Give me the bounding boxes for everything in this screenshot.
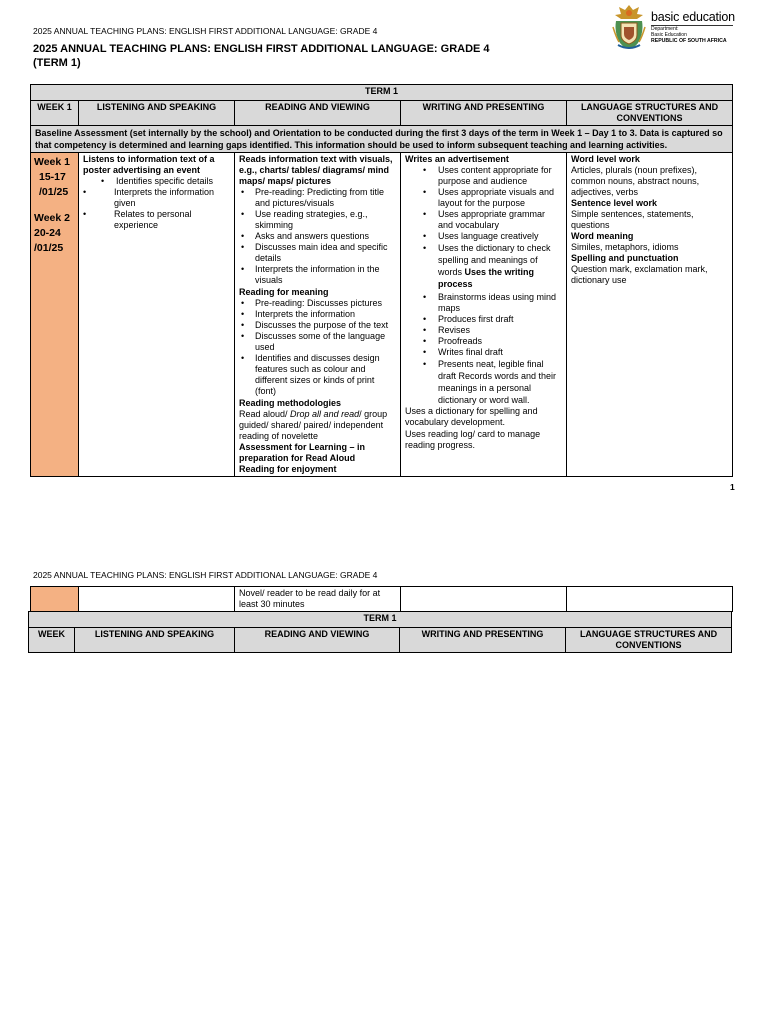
list-item: • Produces first draft [405,314,562,325]
continued-table-fragment [30,586,733,612]
list-item: • Interprets the information given [83,187,230,209]
week-2-dates: 20-24 [34,227,61,239]
header-week: WEEK [29,628,75,653]
page-number: 1 [730,482,735,492]
listening-heading: Listens to information text of a poster advertising an event [83,154,215,175]
reading-list-1 [239,187,396,286]
spelling-punctuation-heading: Spelling and punctuation [571,253,679,263]
list-item: • Presents neat, legible final draft Records words and their meanings in a personal dictionary or word wall. [405,358,562,406]
novel-reading-note: Novel/ reader to be read daily for at least 30 minutes [235,587,401,612]
page-title-line-1: 2025 ANNUAL TEACHING PLANS: ENGLISH FIRST ADDITIONAL LANGUAGE: GRADE 4 [33,43,490,55]
writing-presenting-cell [401,153,567,477]
running-header-page-2: 2025 ANNUAL TEACHING PLANS: ENGLISH FIRST ADDITIONAL LANGUAGE: GRADE 4 [33,570,378,580]
list-item: • Uses language creatively [405,231,562,242]
reading-list-2 [239,298,396,397]
language-cell-continued [567,587,733,612]
list-item: • Brainstorms ideas using mind maps [405,292,562,314]
header-reading-viewing: READING AND VIEWING [235,628,400,653]
list-item: • Discusses the purpose of the text [239,320,396,331]
list-item: • Relates to personal experience [83,209,230,231]
list-item: • Interprets the information in the visuals [239,264,396,286]
term-row-page-2 [29,612,732,628]
reading-for-enjoyment: Reading for enjoyment [239,464,337,474]
logo-main-text: basic education [651,10,735,24]
baseline-row [31,126,733,153]
week-1-dates: 15-17 [39,171,66,183]
list-item: • Asks and answers questions [239,231,396,242]
header-language-structures: LANGUAGE STRUCTURES AND CONVENTIONS [567,101,733,126]
list-item: • Uses the dictionary to check spelling and meanings of words Uses the writing process [405,242,562,290]
running-header: 2025 ANNUAL TEACHING PLANS: ENGLISH FIRST ADDITIONAL LANGUAGE: GRADE 4 [33,26,378,36]
word-meaning-heading: Word meaning [571,231,634,241]
language-structures-cell [567,153,733,477]
list-item: • Revises [405,325,562,336]
spelling-punctuation-text: Question mark, exclamation mark, dictionary use [571,264,708,285]
weeks-1-2-row [31,153,733,477]
page-title-line-2: (TERM 1) [33,57,81,69]
list-item: • Writes final draft [405,347,562,358]
list-item: • Proofreads [405,336,562,347]
week-2-month: /01/25 [34,242,64,254]
writing-heading: Writes an advertisement [405,154,509,164]
header-language-structures: LANGUAGE STRUCTURES AND CONVENTIONS [566,628,732,653]
department-logo [610,3,740,51]
listening-speaking-cell [79,153,235,477]
listening-cell-continued [79,587,235,612]
logo-line-3: REPUBLIC OF SOUTH AFRICA [651,38,727,44]
header-listening-speaking: LISTENING AND SPEAKING [75,628,235,653]
list-item: • Discusses main idea and specific details [239,242,396,264]
writing-list-1 [405,165,562,290]
logo-line-2: Basic Education [651,32,687,38]
reading-heading: Reads information text with visuals, e.g., charts/ tables/ diagrams/ mind maps/ maps/ pictures [239,154,393,186]
list-item: • Interprets the information [239,309,396,320]
header-reading-viewing: READING AND VIEWING [235,101,401,126]
word-level-text: Articles, plurals (noun prefixes), common nouns, abstract nouns, adjectives, verbs [571,165,700,197]
column-header-row [31,101,733,126]
week-1-label: Week 1 [34,156,70,168]
writing-list-2 [405,292,562,406]
week-cell-continued [31,587,79,612]
list-item: • Discusses some of the language used [239,331,396,353]
term-label-page-2: TERM 1 [29,612,732,628]
reading-viewing-cell [235,153,401,477]
header-week: WEEK 1 [31,101,79,126]
reading-methodologies-text: Read aloud/ Drop all and read/ group guided/ shared/ paired/ independent reading of novelette [239,409,388,441]
list-item: • Uses content appropriate for purpose and audience [405,165,562,187]
sentence-level-text: Simple sentences, statements, questions [571,209,694,230]
term1-teaching-plan-table [30,84,733,477]
header-writing-presenting: WRITING AND PRESENTING [401,101,567,126]
list-item: • Identifies specific details [83,176,230,187]
header-writing-presenting: WRITING AND PRESENTING [400,628,566,653]
reading-methodologies-heading: Reading methodologies [239,398,342,408]
assessment-for-learning: Assessment for Learning – in preparation for Read Aloud [239,442,366,463]
term-row [31,85,733,101]
column-header-row-page-2 [29,628,732,653]
listening-list [83,176,230,187]
list-item: • Identifies and discusses design features such as colour and different sizes or kinds of print (font) [239,353,396,397]
logo-line-1: Department: [651,26,679,32]
list-item: • Uses appropriate grammar and vocabulary [405,209,562,231]
writing-reading-log-note: Uses reading log/ card to manage reading progress. [405,429,541,450]
list-item: • Pre-reading: Predicting from title and pictures/visuals [239,187,396,209]
word-meaning-text: Similes, metaphors, idioms [571,242,679,252]
continued-row [31,587,733,612]
week-cell [31,153,79,477]
page-title [33,42,513,70]
list-item: • Use reading strategies, e.g., skimming [239,209,396,231]
word-level-heading: Word level work [571,154,640,164]
listening-list-continued [83,187,230,231]
week-2-label: Week 2 [34,212,70,224]
list-item: • Pre-reading: Discusses pictures [239,298,396,309]
coat-of-arms-icon [610,3,648,51]
term1-next-table [28,611,732,653]
baseline-assessment-note: Baseline Assessment (set internally by the school) and Orientation to be conducted during the first 3 days of the term in Week 1 – Day 1 to 3. Data is captured so that competency is determined and learning gaps identified. This information should be used to inform subsequent teaching and learning activities. [31,126,733,153]
sentence-level-heading: Sentence level work [571,198,658,208]
list-item: • Uses appropriate visuals and layout for the purpose [405,187,562,209]
week-1-month: /01/25 [39,186,69,198]
writing-cell-continued [401,587,567,612]
writing-dictionary-note: Uses a dictionary for spelling and vocabulary development. [405,406,538,427]
header-listening-speaking: LISTENING AND SPEAKING [79,101,235,126]
reading-for-meaning-heading: Reading for meaning [239,287,329,297]
term-label: TERM 1 [31,85,733,101]
